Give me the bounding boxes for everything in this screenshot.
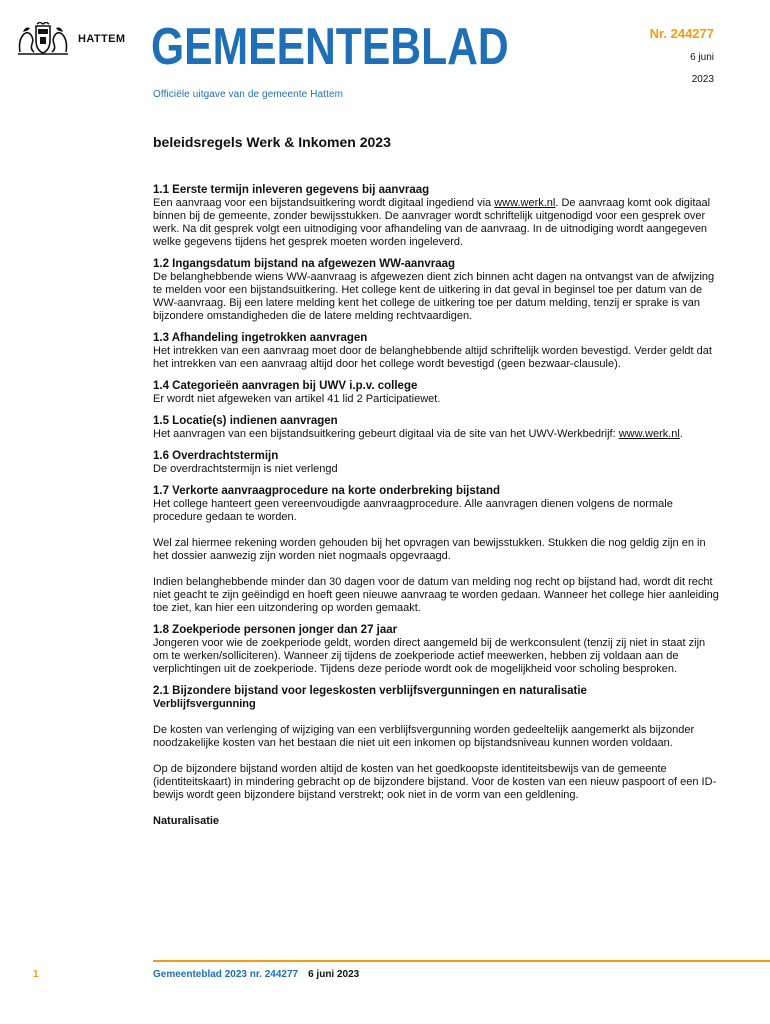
coat-of-arms-icon [14,22,72,56]
footer-divider [153,960,770,962]
section-paragraph: Jongeren voor wie de zoekperiode geldt, worden direct aangemeld bij de werkconsulent (tenzij zij niet in staat zijn om te werken/solliciteren). Wanneer zij tijdens de zoekperiode actief meewerken, hebben zij voldaan aan de verplichtingen uit de zoekperiode. Tijdens deze periode wordt ook de mogelijkheid voor scholing besproken. [153,637,706,675]
publication-number: Nr. 244277 [649,26,714,41]
section-heading: 1.8 Zoekperiode personen jonger dan 27 jaar [153,624,398,636]
section-paragraph: Er wordt niet afgeweken van artikel 41 lid 2 Participatiewet. [153,393,441,405]
text-span: . [679,428,683,440]
footer-publication-label: Gemeenteblad 2023 nr. 244277 [153,969,299,980]
section-1-8 [153,623,719,676]
section-heading: 1.7 Verkorte aanvraagprocedure na korte onderbreking bijstand [153,485,501,497]
masthead-title: GEMEENTEBLAD [151,18,509,76]
subsection-heading: Naturalisatie [153,815,220,827]
werk-nl-link[interactable]: www.werk.nl [618,428,680,440]
werk-nl-link[interactable]: www.werk.nl [494,197,556,209]
section-heading: 1.5 Locatie(s) indienen aanvragen [153,415,338,427]
masthead-subtitle: Officiële uitgave van de gemeente Hattem [153,89,344,100]
section-1-1 [153,183,719,249]
page-number: 1 [33,969,39,980]
section-heading: 1.2 Ingangsdatum bijstand na afgewezen WW-aanvraag [153,258,456,270]
section-paragraph: De overdrachtstermijn is niet verlengd [153,463,338,475]
section-paragraph: Op de bijzondere bijstand worden altijd de kosten van het goedkoopste identiteitsbewijs van de gemeente (identiteitskaart) in mindering gebracht op de bijzondere bijstand. Voor de kosten van een nieuw paspoort of een ID-bewijs wordt geen bijzondere bijstand verstrekt; ook niet in de vorm van een geldlening. [153,763,717,801]
section-heading: 1.4 Categorieën aanvragen bij UWV i.p.v. college [153,380,418,392]
section-paragraph [153,197,719,249]
section-paragraph: Het college hanteert geen vereenvoudigde aanvraagprocedure. Alle aanvragen dienen volgens de normale procedure gedaan te worden. [153,498,673,523]
section-1-3 [153,331,719,371]
date-day-month: 6 juni [690,52,714,63]
section-1-4 [153,379,719,406]
document-title: beleidsregels Werk & Inkomen 2023 [153,134,391,150]
footer-date: 6 juni 2023 [308,969,360,980]
text-span: Het aanvragen van een bijstandsuitkering gebeurt digitaal via de site van het UWV-Werkbedrijf: [153,428,619,440]
section-1-7 [153,484,719,615]
section-1-6 [153,449,719,476]
footer-publication [153,969,359,980]
section-paragraph [153,428,719,441]
date-year: 2023 [691,74,714,85]
section-heading: 2.1 Bijzondere bijstand voor legeskosten verblijfsvergunningen en naturalisatie [153,685,587,697]
section-1-5 [153,414,719,441]
text-span: . De aanvraag komt ook digitaal binnen bij de gemeente, zonder bewijsstukken. De aanvrager wordt schriftelijk uitgenodigd voor een gesprek over werk. Na dit gesprek volgt een uitnodiging voor afhandeling van de aanvraag. In de uitnodiging wordt aangegeven welke gegevens tijdens het gesprek moeten worden ingeleverd. [153,197,711,248]
section-paragraph: Wel zal hiermee rekening worden gehouden bij het opvragen van bewijsstukken. Stukken die nog geldig zijn en in het dossier aanwezig zijn worden niet nogmaals opgevraagd. [153,537,706,562]
section-1-2 [153,257,719,323]
logo-wordmark: HATTEM [78,33,126,45]
hattem-logo [14,22,134,56]
section-paragraph: De kosten van verlenging of wijziging van een verblijfsvergunning worden gedeeltelijk aangemerkt als bijzonder noodzakelijke kosten van het bestaan die niet uit een inkomen op bijstandsniveau kunnen worden voldaan. [153,724,695,749]
publication-date [690,47,714,91]
section-heading: 1.6 Overdrachtstermijn [153,450,279,462]
document-body [153,183,719,836]
section-paragraph: De belanghebbende wiens WW-aanvraag is afgewezen dient zich binnen acht dagen na ontvangst van de afwijzing te melden voor een bijstandsuitkering. Het college kent de uitkering in dat geval in beginsel toe per datum van de WW-aanvraag. Bij een latere melding kent het college de uitkering toe per datum melding, tenzij er sprake is van bijzondere omstandigheden die de latere melding rechtvaardigen. [153,271,715,322]
section-paragraph: Indien belanghebbende minder dan 30 dagen voor de datum van melding nog recht op bijstand had, wordt dit recht niet geacht te zijn geëindigd en hoeft geen nieuwe aanvraag te worden gedaan. Wanneer het college hier aanleiding toe ziet, kan hier een uitzondering op worden gemaakt. [153,576,719,614]
section-heading: 1.1 Eerste termijn inleveren gegevens bij aanvraag [153,184,430,196]
subsection-heading: Verblijfsvergunning [153,698,256,710]
section-2-1 [153,684,719,828]
section-heading: 1.3 Afhandeling ingetrokken aanvragen [153,332,368,344]
text-span: Een aanvraag voor een bijstandsuitkering wordt digitaal ingediend via [153,197,495,209]
section-paragraph: Het intrekken van een aanvraag moet door de belanghebbende altijd schriftelijk worden bevestigd. Verder geldt dat het intrekken van een aanvraag altijd door het college wordt bevestigd (geen bezwaar-clausule). [153,345,712,370]
